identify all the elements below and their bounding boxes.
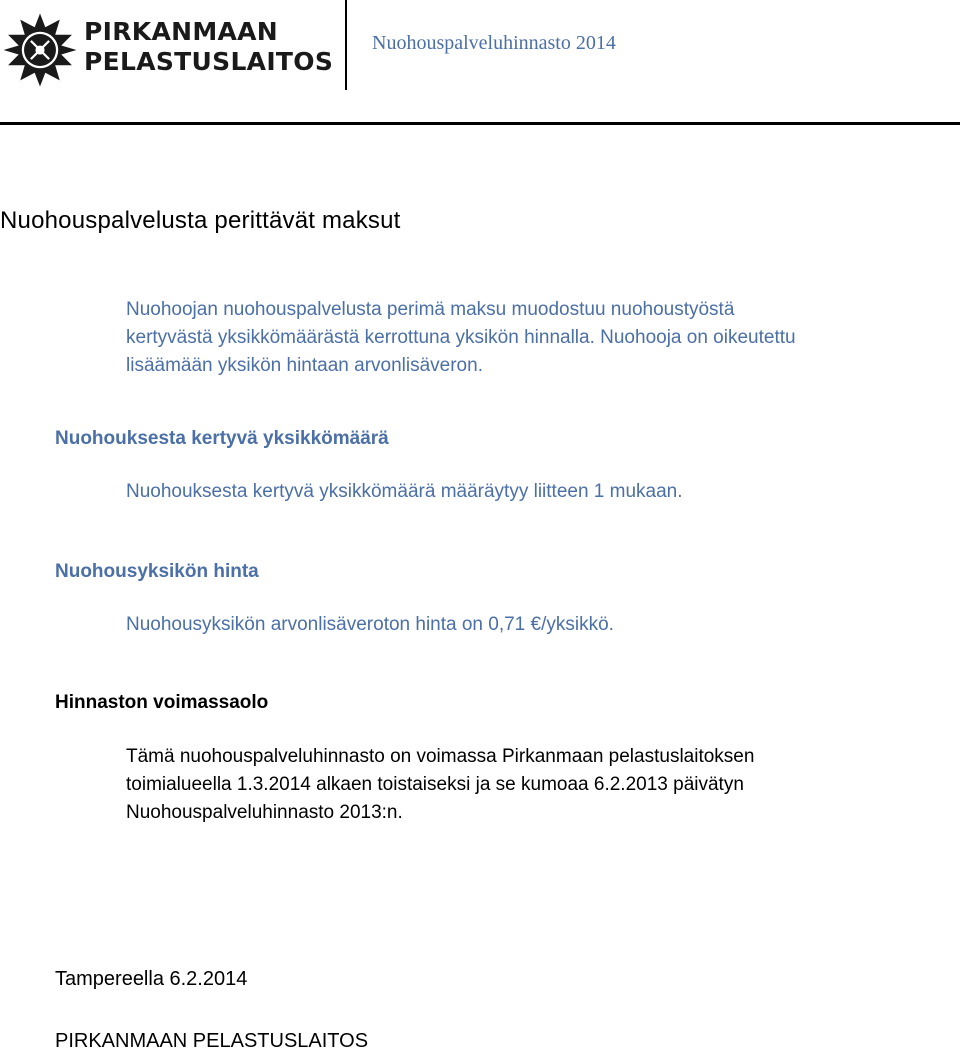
section-line: Nuohousyksikön arvonlisäveroton hinta on 0,71 €/yksikkö. [126,614,614,635]
section-heading-validity: Hinnaston voimassaolo [55,692,269,713]
section-line: toimialueella 1.3.2014 alkaen toistaiseksi ja se kumoaa 6.2.2013 päivätyn [126,774,744,795]
intro-line: Nuohoojan nuohouspalvelusta perimä maksu muodostuu nuohoustyöstä [126,299,735,320]
section-body-units [126,478,683,506]
logo-line-1: PIRKANMAAN [84,17,279,46]
logo-wordmark [84,17,333,77]
section-line: Nuohouspalveluhinnasto 2013:n. [126,802,403,823]
header-rule [0,122,960,125]
section-heading-price: Nuohousyksikön hinta [55,561,259,582]
section-line: Tämä nuohouspalveluhinnasto on voimassa Pirkanmaan pelastuslaitoksen [126,746,755,767]
intro-line: kertyvästä yksikkömäärästä kerrottuna yksikön hinnalla. Nuohooja on oikeutettu [126,327,796,348]
intro-paragraph [126,296,796,380]
section-line: Nuohouksesta kertyvä yksikkömäärä määräytyy liitteen 1 mukaan. [126,481,683,502]
section-body-validity [126,743,754,827]
header-divider [345,0,347,90]
intro-line: lisäämään yksikön hintaan arvonlisäveron. [126,355,483,376]
footer-organization: PIRKANMAAN PELASTUSLAITOS [55,1030,369,1052]
section-heading-units: Nuohouksesta kertyvä yksikkömäärä [55,428,389,449]
logo-line-2: PELASTUSLAITOS [84,47,334,76]
header-document-title: Nuohouspalveluhinnasto 2014 [372,32,616,54]
page-header [0,0,960,126]
section-body-price [126,611,614,639]
place-date: Tampereella 6.2.2014 [55,968,248,990]
rescue-service-emblem-icon [2,12,78,88]
page-title: Nuohouspalvelusta perittävät maksut [0,207,401,234]
